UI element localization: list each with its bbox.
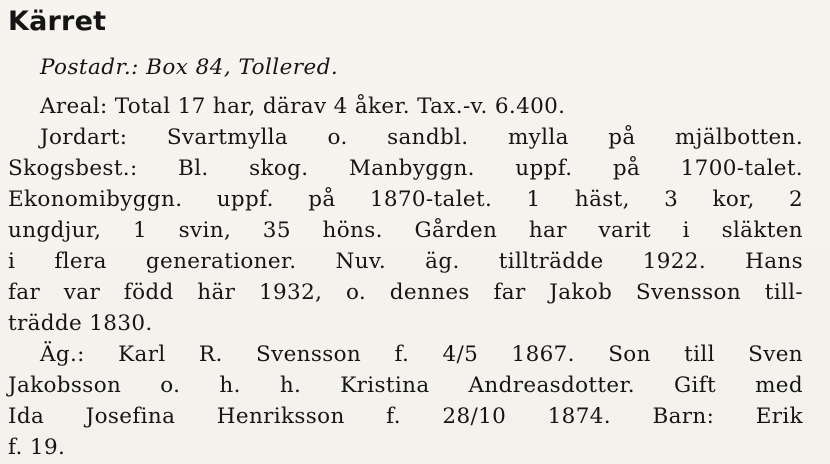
- child-birth-line: f. 19.: [8, 435, 66, 460]
- parents-line: Jakobsson o. h. h. Kristina Andreasdotter. Gift med: [8, 373, 803, 398]
- history-ending-line: trädde 1830.: [8, 311, 153, 336]
- birth-history-line: far var född här 1932, o. dennes far Jakob Svensson till-: [8, 280, 803, 305]
- owner-line: Äg.: Karl R. Svensson f. 4/5 1867. Son till Sven: [40, 342, 803, 367]
- livestock-line: ungdjur, 1 svin, 35 höns. Gården har varit i släkten: [8, 218, 803, 243]
- ownership-history-line: i flera generationer. Nuv. äg. tillträdde 1922. Hans: [8, 249, 803, 274]
- spouse-children-line: Ida Josefina Henriksson f. 28/10 1874. Barn: Erik: [8, 404, 803, 429]
- forest-building-line: Skogsbest.: Bl. skog. Manbyggn. uppf. på 1700-talet.: [8, 156, 803, 181]
- soil-line: Jordart: Svartmylla o. sandbl. mylla på mjälbotten.: [40, 125, 803, 150]
- postal-address: Postadr.: Box 84, Tollered.: [40, 55, 339, 80]
- area-line: Areal: Total 17 har, därav 4 åker. Tax.-v. 6.400.: [40, 94, 566, 119]
- economy-building-line: Ekonomibyggn. uppf. på 1870-talet. 1 häst, 3 kor, 2: [8, 187, 803, 212]
- page-title: Kärret: [8, 6, 107, 37]
